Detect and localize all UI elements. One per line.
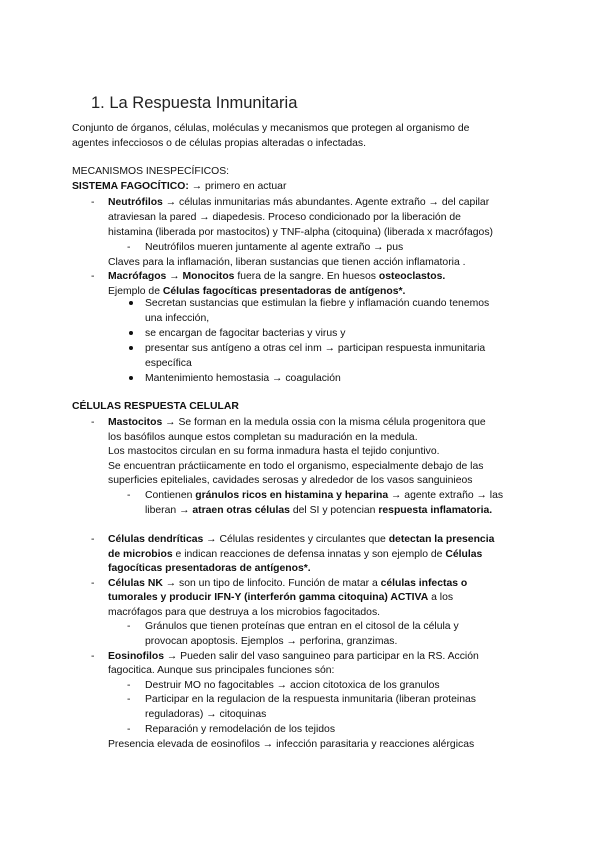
bullet-dot <box>129 331 133 335</box>
bullet-item: se encargan de fagocitar bacterias y virus y <box>145 328 346 339</box>
page-title: 1. La Respuesta Inmunitaria <box>91 94 298 112</box>
bullet-item: específica <box>145 358 192 369</box>
sub-item: provocan apoptosis. Ejemplos → perforina, granzimas. <box>145 636 398 647</box>
body-line: fagocíticas presentadoras de antígenos*. <box>108 563 311 574</box>
bullet-dot <box>129 346 133 350</box>
body-line: atraviesan la pared → diapedesis. Proceso condicionado por la liberación de <box>108 212 461 223</box>
dash-marker: - <box>91 417 95 428</box>
section-heading: CÉLULAS RESPUESTA CELULAR <box>72 401 239 412</box>
dash-marker: - <box>127 680 131 691</box>
sub-item: Neutrófilos mueren juntamente al agente extraño → pus <box>145 242 404 253</box>
dash-marker: - <box>91 534 95 545</box>
dash-marker: - <box>127 724 131 735</box>
bullet-item: presentar sus antígeno a otras cel inm → participan respuesta inmunitaria <box>145 343 486 354</box>
intro-line: Conjunto de órganos, células, moléculas y mecanismos que protegen al organismo de <box>72 123 470 134</box>
body-line: tumorales y producir IFN-Y (interferón gamma citoquina) ACTIVA a los <box>108 592 454 603</box>
section-heading: MECANISMOS INESPECÍFICOS: <box>72 166 230 177</box>
body-line: los basófilos aunque estos completan su maduración en la medula. <box>108 432 418 443</box>
nk-line: Células NK → son un tipo de linfocito. Función de matar a células infectas o <box>108 578 468 589</box>
dash-marker: - <box>127 621 131 632</box>
bullet-item: una infección, <box>145 313 210 324</box>
sub-item: Participar en la regulacion de la respuesta inmunitaria (liberan proteinas <box>145 694 476 705</box>
bullet-dot <box>129 301 133 305</box>
body-line: macrófagos para que destruya a los microbios fagocitados. <box>108 607 381 618</box>
dendriticas-line: Células dendríticas → Células residentes y circulantes que detectan la presencia <box>108 534 495 545</box>
body-line: histamina (liberada por mastocitos) y TNF-alpha (citoquina) (liberada x macrófagos) <box>108 227 493 238</box>
dash-marker: - <box>91 651 95 662</box>
sub-item: Contienen gránulos ricos en histamina y heparina → agente extraño → las <box>145 490 504 501</box>
dash-marker: - <box>91 271 95 282</box>
body-line: de microbios e indican reacciones de defensa innatas y son ejemplo de Células <box>108 549 483 560</box>
body-line: Ejemplo de Células fagocíticas presentadoras de antígenos*. <box>108 286 406 297</box>
dash-marker: - <box>91 197 95 208</box>
dash-marker: - <box>127 694 131 705</box>
sub-item: reguladoras) → citoquinas <box>145 709 267 720</box>
sub-item: Destruir MO no fagocitables → accion citotoxica de los granulos <box>145 680 440 691</box>
bullet-item: Mantenimiento hemostasia → coagulación <box>145 373 341 384</box>
body-line: fagocitica. Aunque sus principales funciones són: <box>108 665 335 676</box>
body-line: Claves para la inflamación, liberan sustancias que tienen acción inflamatoria . <box>108 257 466 268</box>
dash-marker: - <box>91 578 95 589</box>
body-line: Se encuentran práctiicamente en todo el organismo, especialmente debajo de las <box>108 461 484 472</box>
neutrofilos-line: Neutrófilos → células inmunitarias más abundantes. Agente extraño → del capilar <box>108 197 490 208</box>
subheading: SISTEMA FAGOCÍTICO: → primero en actuar <box>72 181 287 192</box>
bullet-item: Secretan sustancias que estimulan la fiebre y inflamación cuando tenemos <box>145 298 490 309</box>
dash-marker: - <box>127 490 131 501</box>
body-line: Presencia elevada de eosinofilos → infección parasitaria y reacciones alérgicas <box>108 739 475 750</box>
eosinofilos-line: Eosinofilos → Pueden salir del vaso sanguineo para participar en la RS. Acción <box>108 651 479 662</box>
dash-marker: - <box>127 242 131 253</box>
sub-item: Gránulos que tienen proteínas que entran en el citosol de la célula y <box>145 621 459 632</box>
sub-item: liberan → atraen otras células del SI y potencian respuesta inflamatoria. <box>145 505 493 516</box>
sub-item: Reparación y remodelación de los tejidos <box>145 724 336 735</box>
intro-line: agentes infecciosos o de células propias alteradas o infectadas. <box>72 138 367 149</box>
body-line: superficies epiteliales, cavidades serosas y alrededor de los vasos sanguinieos <box>108 475 473 486</box>
macrofagos-line: Macrófagos → Monocitos fuera de la sangre. En huesos osteoclastos. <box>108 271 446 282</box>
body-line: Los mastocitos circulan en su forma inmadura hasta el tejido conjuntivo. <box>108 446 440 457</box>
mastocitos-line: Mastocitos → Se forman en la medula ossia con la misma célula progenitora que <box>108 417 486 428</box>
bullet-dot <box>129 376 133 380</box>
